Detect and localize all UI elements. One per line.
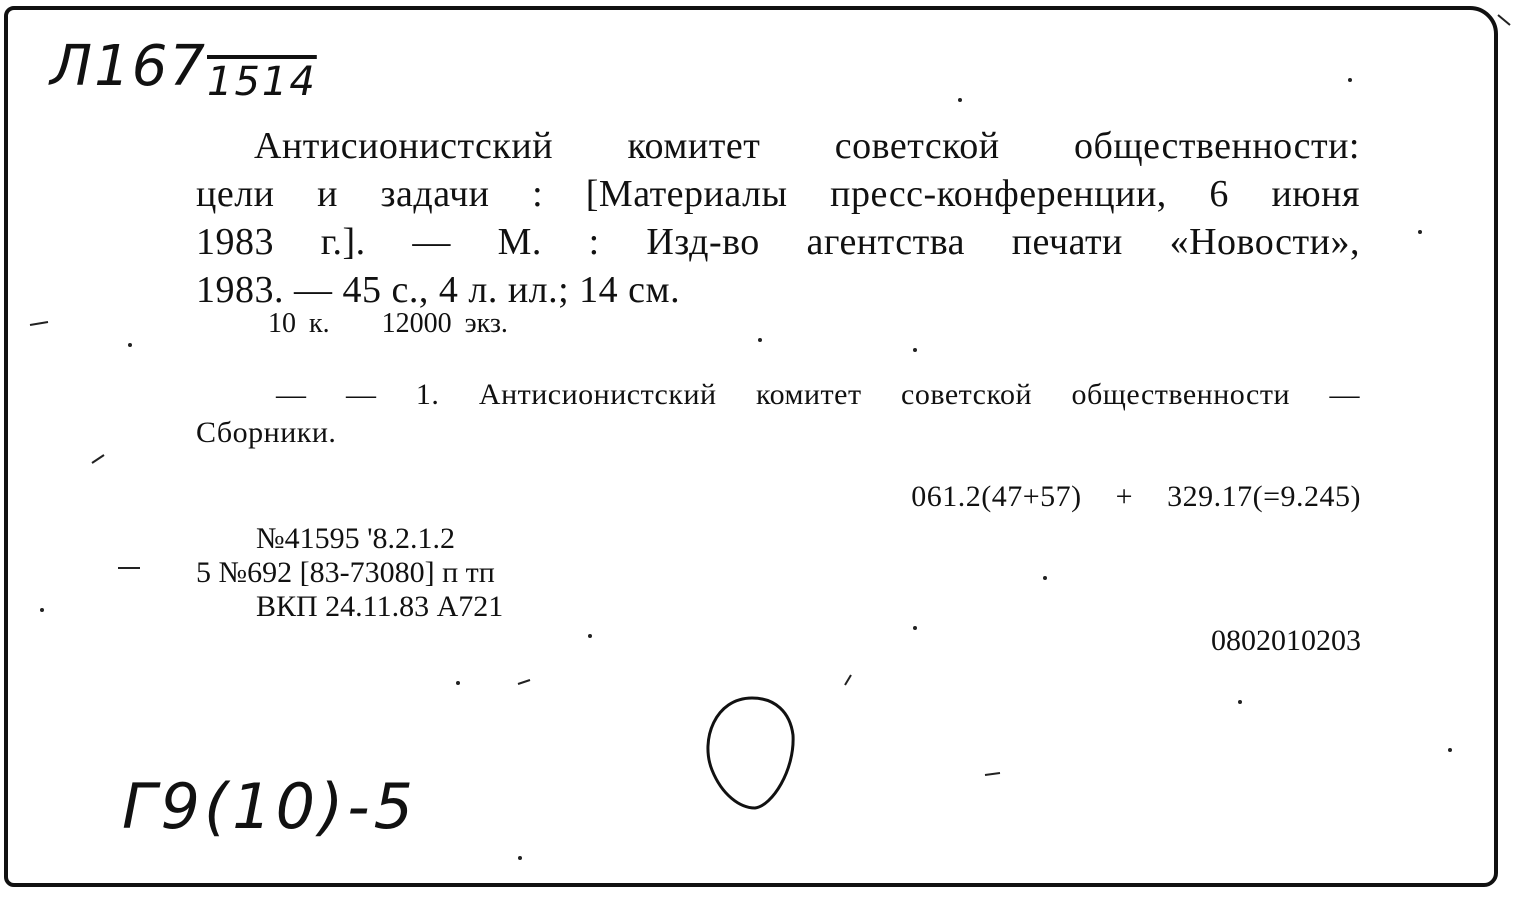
meta-line: ВКП 24.11.83 А721: [256, 590, 504, 623]
handwritten-shelfmark: [50, 34, 317, 105]
print-run: 12000 экз.: [381, 308, 508, 339]
card-code: 0802010203: [1211, 624, 1361, 657]
price-and-run: [268, 308, 508, 340]
biblio-line: 1983. — 45 с., 4 л. ил.; 14 см.: [196, 269, 681, 311]
classification-index: [911, 480, 1361, 514]
biblio-line: цели и задачи : [Материалы пресс-конференции, 6 июня: [196, 173, 1360, 215]
biblio-line: Антисионистский комитет советской общественности:: [254, 125, 1360, 167]
subject-line: — — 1. Антисионистский комитет советской общественности —: [276, 378, 1360, 411]
meta-line: 5 №692 [83-73080] п тп: [196, 556, 495, 589]
udc-left: 061.2(47+57): [911, 480, 1082, 513]
meta-line: №41595 '8.2.1.2: [256, 522, 456, 555]
udc-plus: +: [1115, 480, 1134, 513]
shelfmark-number: 1514: [207, 59, 317, 105]
udc-right: 329.17(=9.245): [1167, 480, 1361, 513]
biblio-line: 1983 г.]. — М. : Изд-во агентства печати «Новости»,: [196, 221, 1360, 263]
handwritten-code: Г9(10)-5: [122, 770, 418, 843]
registration-info: [196, 522, 503, 624]
subject-heading: [196, 376, 1360, 452]
bibliographic-description: [196, 122, 1360, 314]
shelfmark-main: Л167: [50, 34, 207, 99]
price: 10 к.: [268, 308, 330, 339]
subject-line: Сборники.: [196, 416, 337, 449]
